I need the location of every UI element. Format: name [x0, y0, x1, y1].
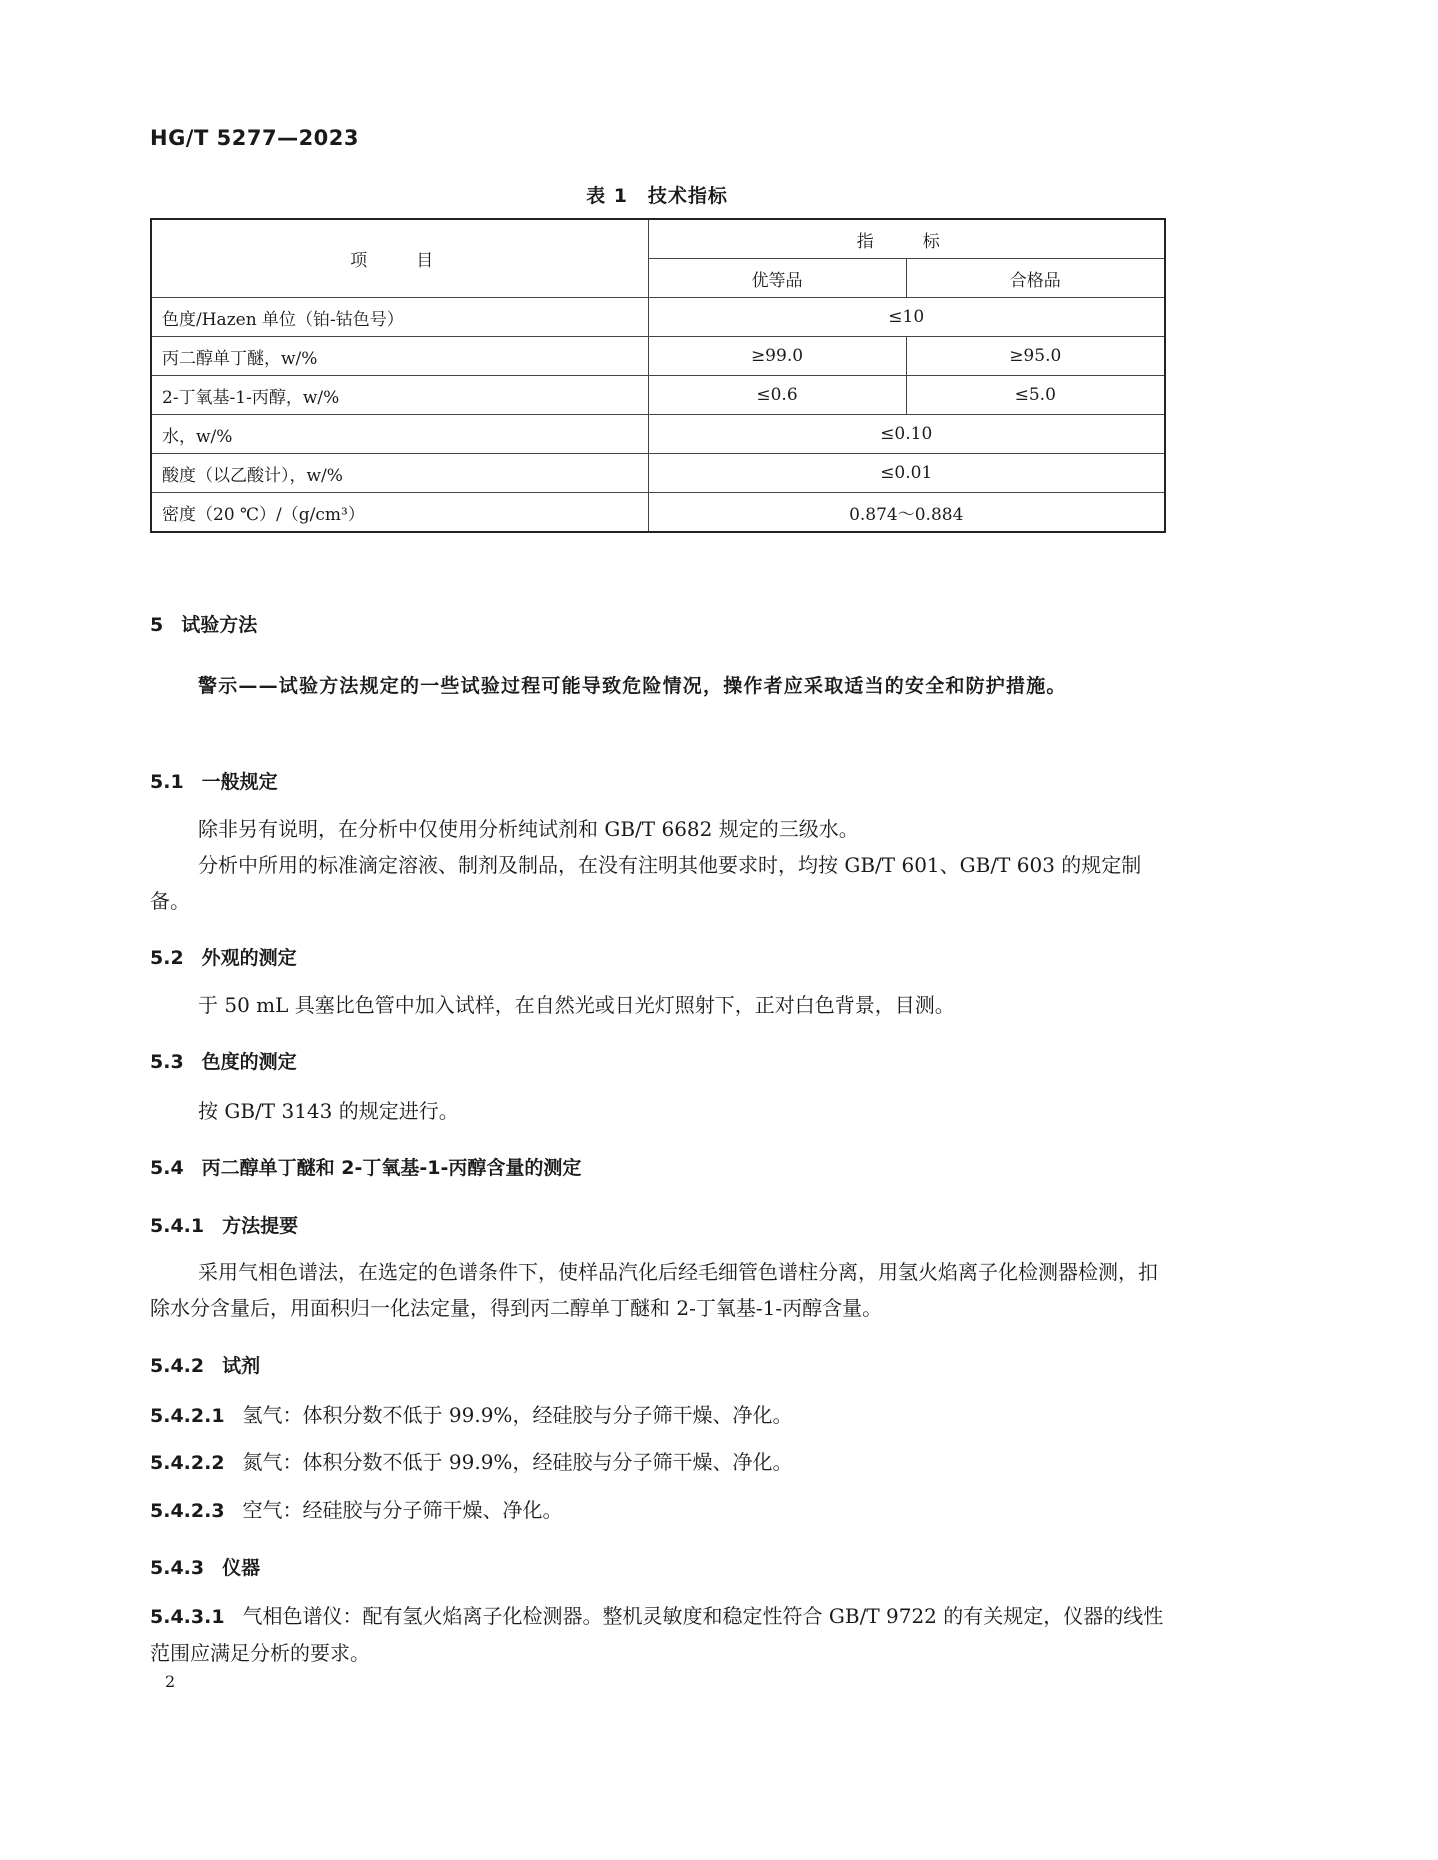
reagent-item: [150, 1397, 1164, 1434]
paragraph: 采用气相色谱法，在选定的色谱条件下，使样品汽化后经毛细管色谱柱分离，用氢火焰离子化检测器检测，扣除水分含量后，用面积归一化法定量，得到丙二醇单丁醚和 2-丁氧基-1-丙醇含量。: [150, 1260, 1158, 1320]
row-qualified: ≥95.0: [906, 337, 1165, 376]
section-title: 色度的测定: [201, 1051, 297, 1073]
section-5-4-2-heading: [150, 1351, 1164, 1378]
row-premium: ≤0.6: [648, 376, 906, 415]
paragraph: 于 50 mL 具塞比色管中加入试样，在自然光或日光灯照射下，正对白色背景，目测。: [198, 993, 955, 1017]
instrument-item: [150, 1598, 1164, 1671]
section-number: 5.4: [150, 1157, 184, 1179]
section-number: 5: [150, 614, 164, 636]
section-title: 试验方法: [181, 614, 258, 636]
row-value: ≤0.10: [648, 415, 1165, 454]
section-number: 5.1: [150, 771, 184, 793]
header-item: 项 目: [151, 219, 648, 298]
section-title: 丙二醇单丁醚和 2-丁氧基-1-丙醇含量的测定: [201, 1157, 582, 1179]
reagent-item: [150, 1492, 1164, 1529]
row-qualified: ≤5.0: [906, 376, 1165, 415]
table-row: [151, 376, 1165, 415]
section-title: 一般规定: [201, 771, 278, 793]
section-5-1-heading: [150, 767, 1164, 794]
item-number: 5.4.2.3: [150, 1500, 225, 1522]
section-5-heading: [150, 610, 1164, 637]
row-value: ≤0.01: [648, 454, 1165, 493]
table-row: [151, 298, 1165, 337]
row-value: ≤10: [648, 298, 1165, 337]
header-premium: 优等品: [648, 259, 906, 298]
section-number: 5.4.3: [150, 1557, 205, 1579]
row-item: 密度（20 ℃）/（g/cm³）: [151, 493, 648, 533]
paragraph: 除非另有说明，在分析中仅使用分析纯试剂和 GB/T 6682 规定的三级水。: [198, 817, 859, 841]
item-number: 5.4.3.1: [150, 1606, 225, 1628]
row-premium: ≥99.0: [648, 337, 906, 376]
table-row: [151, 493, 1165, 533]
item-number: 5.4.2.1: [150, 1405, 225, 1427]
section-5-2-body: [150, 987, 1164, 1023]
item-text: 氮气：体积分数不低于 99.9%，经硅胶与分子筛干燥、净化。: [242, 1450, 793, 1474]
row-item: 2-丁氧基-1-丙醇，w/%: [151, 376, 648, 415]
section-title: 仪器: [222, 1557, 261, 1579]
paragraph: 按 GB/T 3143 的规定进行。: [198, 1099, 459, 1123]
row-item: 水，w/%: [151, 415, 648, 454]
safety-warning: 警示——试验方法规定的一些试验过程可能导致危险情况，操作者应采取适当的安全和防护措施。: [198, 675, 1067, 697]
item-text: 气相色谱仪：配有氢火焰离子化检测器。整机灵敏度和稳定性符合 GB/T 9722 的有关规定，仪器的线性范围应满足分析的要求。: [150, 1604, 1164, 1665]
table-caption: 表 1 技术指标: [586, 185, 728, 207]
item-text: 空气：经硅胶与分子筛干燥、净化。: [242, 1498, 563, 1522]
reagent-item: [150, 1444, 1164, 1481]
section-5-1-body: [150, 811, 1164, 919]
technical-spec-table: [150, 218, 1166, 533]
section-5-4-3-heading: [150, 1553, 1164, 1580]
paragraph: 分析中所用的标准滴定溶液、制剂及制品，在没有注明其他要求时，均按 GB/T 601、GB/T 603 的规定制备。: [150, 853, 1142, 913]
row-item: 酸度（以乙酸计），w/%: [151, 454, 648, 493]
page-number: 2: [165, 1672, 176, 1691]
header-qualified: 合格品: [906, 259, 1165, 298]
section-number: 5.4.2: [150, 1355, 205, 1377]
section-number: 5.4.1: [150, 1215, 205, 1237]
section-5-4-1-heading: [150, 1211, 1164, 1238]
section-number: 5.2: [150, 947, 184, 969]
section-title: 试剂: [222, 1355, 261, 1377]
table-row: [151, 454, 1165, 493]
item-text: 氢气：体积分数不低于 99.9%，经硅胶与分子筛干燥、净化。: [242, 1403, 793, 1427]
section-5-2-heading: [150, 943, 1164, 970]
standard-code: HG/T 5277—2023: [150, 126, 360, 150]
row-item: 色度/Hazen 单位（铂-钴色号）: [151, 298, 648, 337]
section-title: 方法提要: [222, 1215, 299, 1237]
row-item: 丙二醇单丁醚，w/%: [151, 337, 648, 376]
section-5-3-body: [150, 1093, 1164, 1129]
header-spec: 指 标: [648, 219, 1165, 259]
table-row: [151, 337, 1165, 376]
section-5-4-1-body: [150, 1254, 1164, 1326]
section-number: 5.3: [150, 1051, 184, 1073]
section-5-3-heading: [150, 1047, 1164, 1074]
table-row: [151, 415, 1165, 454]
row-value: 0.874～0.884: [648, 493, 1165, 533]
table-header-row: [151, 219, 1165, 259]
section-5-4-heading: [150, 1153, 1164, 1180]
section-title: 外观的测定: [201, 947, 297, 969]
item-number: 5.4.2.2: [150, 1452, 225, 1474]
